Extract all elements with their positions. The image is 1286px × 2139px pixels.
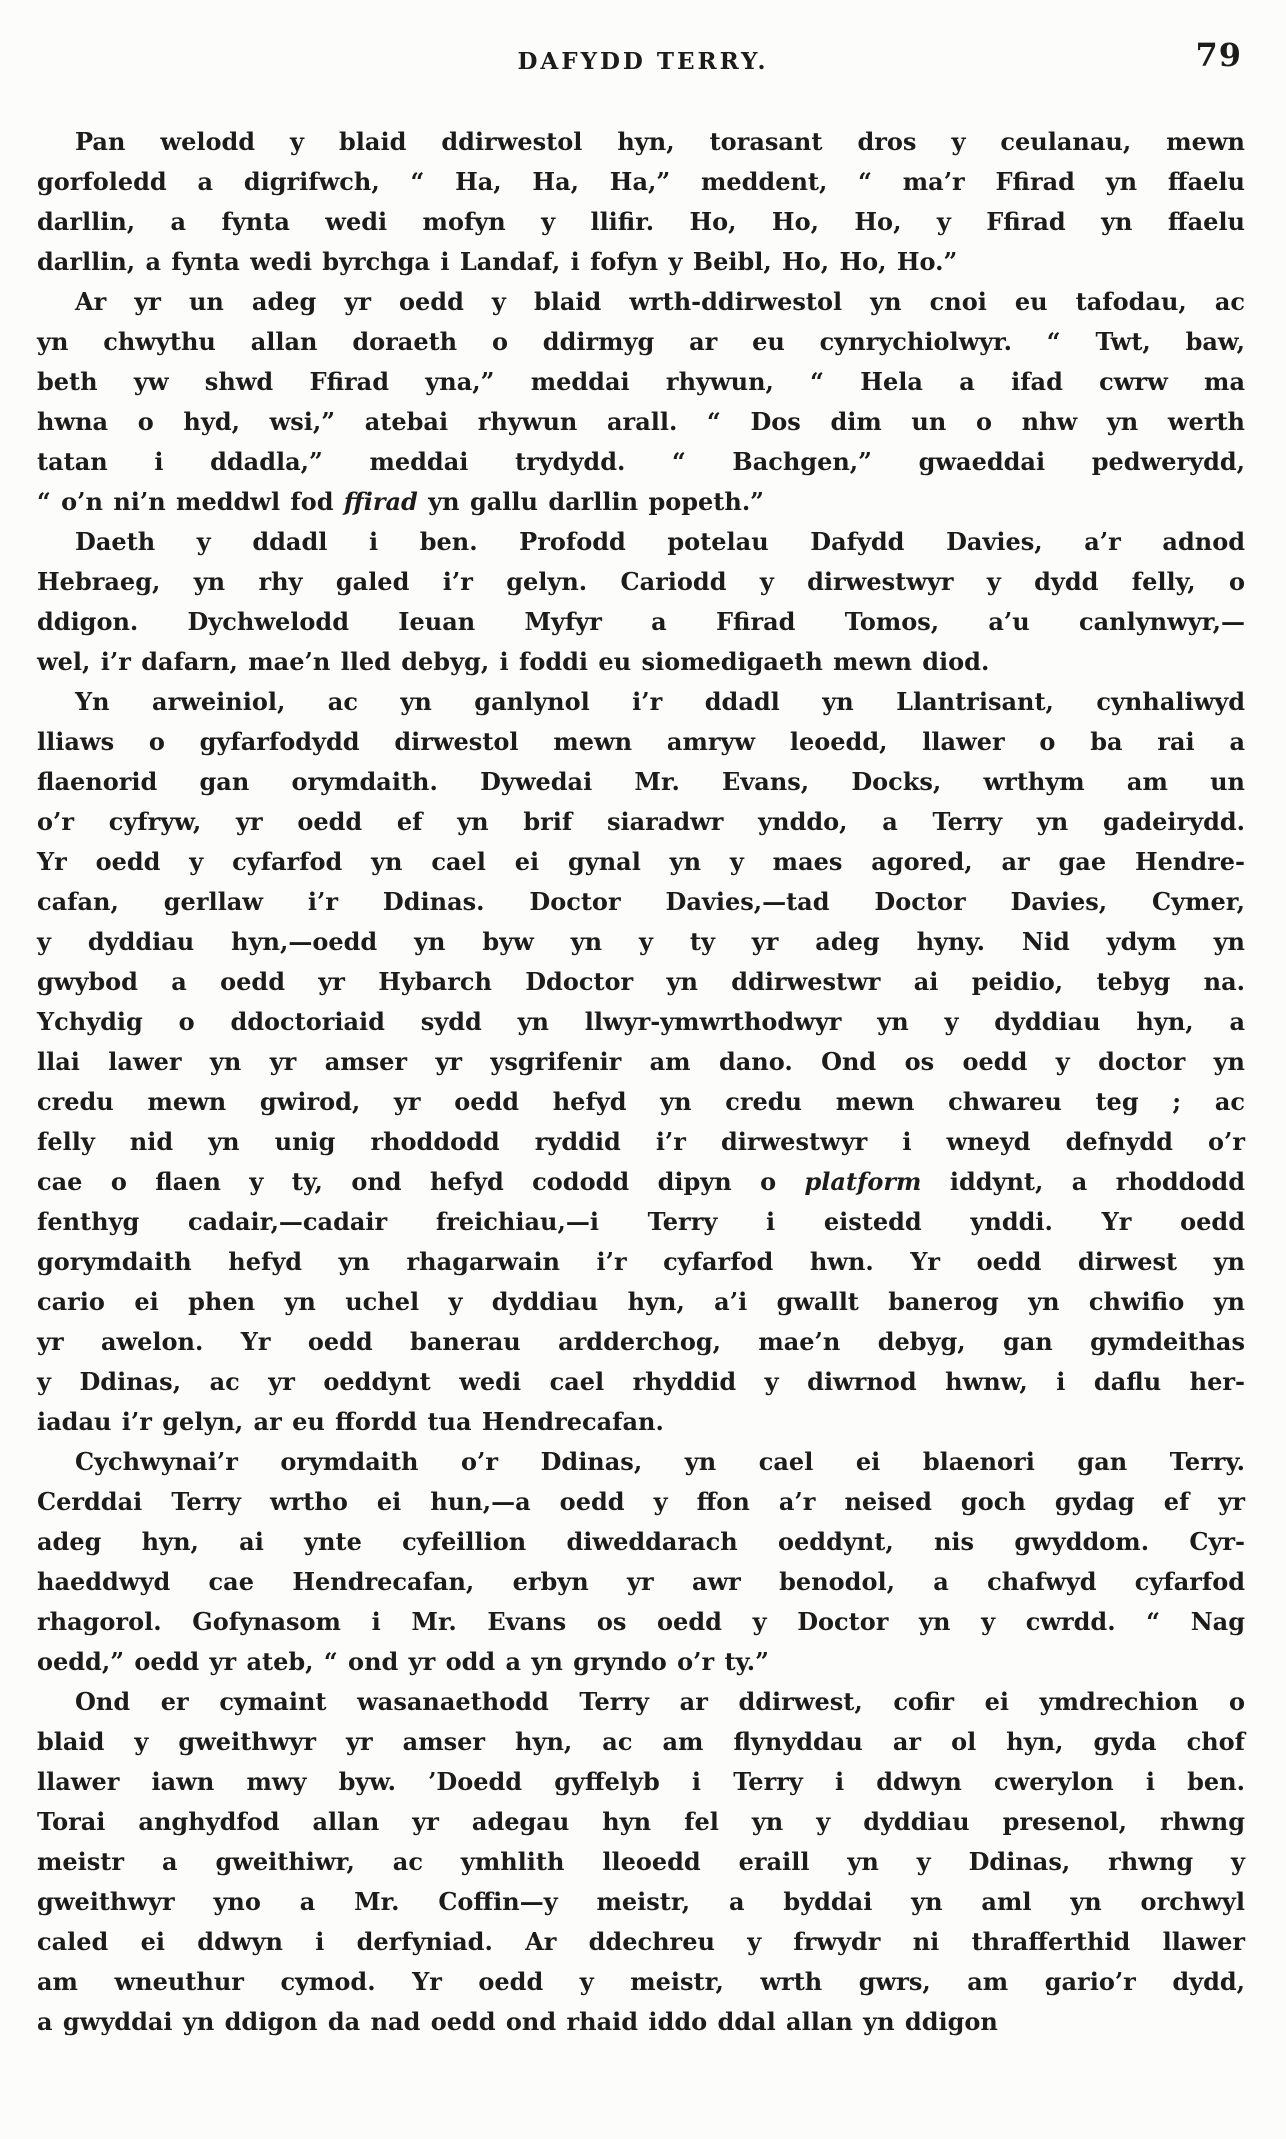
- text-line: darllin, a fynta wedi mofyn y llifir. Ho, Ho, Ho, y Ffirad yn ffaelu: [37, 207, 1245, 236]
- text-line: haeddwyd cae Hendrecafan, erbyn yr awr benodol, a chafwyd cyfarfod: [37, 1567, 1245, 1596]
- text-line: Torai anghydfod allan yr adegau hyn fel yn y dyddiau presenol, rhwng: [37, 1807, 1245, 1836]
- text-line: “ o’n ni’n meddwl fod ffirad yn gallu darllin popeth.”: [37, 487, 764, 516]
- text-line: gweithwyr yno a Mr. Coffin—y meistr, a byddai yn aml yn orchwyl: [37, 1887, 1245, 1916]
- text-line: Yr oedd y cyfarfod yn cael ei gynal yn y maes agored, ar gae Hendre-: [37, 847, 1245, 876]
- text-line: yn chwythu allan doraeth o ddirmyg ar eu cynrychiolwyr. “ Twt, baw,: [37, 327, 1245, 356]
- page-title: DAFYDD TERRY.: [517, 48, 769, 75]
- text-line: hwna o hyd, wsi,” atebai rhywun arall. “ Dos dim un o nhw yn werth: [37, 407, 1245, 436]
- text-line: Ar yr un adeg yr oedd y blaid wrth-ddirwestol yn cnoi eu tafodau, ac: [75, 287, 1245, 316]
- text-line: llawer iawn mwy byw. ’Doedd gyffelyb i Terry i ddwyn cwerylon i ben.: [37, 1767, 1245, 1796]
- text-line: a gwyddai yn ddigon da nad oedd ond rhaid iddo ddal allan yn ddigon: [37, 2007, 998, 2036]
- text-line: gwybod a oedd yr Hybarch Ddoctor yn ddirwestwr ai peidio, tebyg na.: [37, 967, 1245, 996]
- paragraph: [37, 1442, 1245, 1682]
- text-line: llai lawer yn yr amser yr ysgrifenir am dano. Ond os oedd y doctor yn: [37, 1047, 1245, 1076]
- text-line: fenthyg cadair,—cadair freichiau,—i Terry i eistedd ynddi. Yr oedd: [37, 1207, 1245, 1236]
- running-header: [0, 36, 1286, 84]
- text-line: yr awelon. Yr oedd banerau ardderchog, mae’n debyg, gan gymdeithas: [37, 1327, 1245, 1356]
- text-line: lliaws o gyfarfodydd dirwestol mewn amryw leoedd, llawer o ba rai a: [37, 727, 1245, 756]
- text-line: adeg hyn, ai ynte cyfeillion diweddarach oeddynt, nis gwyddom. Cyr-: [37, 1527, 1245, 1556]
- text-line: o’r cyfryw, yr oedd ef yn brif siaradwr ynddo, a Terry yn gadeirydd.: [37, 807, 1245, 836]
- text-line: Ychydig o ddoctoriaid sydd yn llwyr-ymwrthodwyr yn y dyddiau hyn, a: [37, 1007, 1245, 1036]
- paragraph: [37, 122, 1245, 282]
- text-line: flaenorid gan orymdaith. Dywedai Mr. Evans, Docks, wrthym am un: [37, 767, 1245, 796]
- paragraph: [37, 282, 1245, 522]
- text-line: Ond er cymaint wasanaethodd Terry ar ddirwest, cofir ei ymdrechion o: [75, 1687, 1245, 1716]
- text-line: Cychwynai’r orymdaith o’r Ddinas, yn cael ei blaenori gan Terry.: [75, 1447, 1245, 1476]
- text-line: cafan, gerllaw i’r Ddinas. Doctor Davies,—tad Doctor Davies, Cymer,: [37, 887, 1245, 916]
- paragraph: [37, 522, 1245, 682]
- paragraph: [37, 1682, 1245, 2042]
- text-line: blaid y gweithwyr yr amser hyn, ac am flynyddau ar ol hyn, gyda chof: [37, 1727, 1245, 1756]
- text-line: gorymdaith hefyd yn rhagarwain i’r cyfarfod hwn. Yr oedd dirwest yn: [37, 1247, 1245, 1276]
- text-line: Yn arweiniol, ac yn ganlynol i’r ddadl yn Llantrisant, cynhaliwyd: [75, 687, 1245, 716]
- text-line: darllin, a fynta wedi byrchga i Landaf, i fofyn y Beibl, Ho, Ho, Ho.”: [37, 247, 958, 276]
- text-line: cario ei phen yn uchel y dyddiau hyn, a’i gwallt banerog yn chwifio yn: [37, 1287, 1245, 1316]
- text-line: credu mewn gwirod, yr oedd hefyd yn credu mewn chwareu teg ; ac: [37, 1087, 1245, 1116]
- text-block: [37, 122, 1245, 2042]
- text-line: rhagorol. Gofynasom i Mr. Evans os oedd y Doctor yn y cwrdd. “ Nag: [37, 1607, 1245, 1636]
- paragraph: [37, 682, 1245, 1442]
- text-line: Daeth y ddadl i ben. Profodd potelau Dafydd Davies, a’r adnod: [75, 527, 1245, 556]
- text-line: y dyddiau hyn,—oedd yn byw yn y ty yr adeg hyny. Nid ydym yn: [37, 927, 1245, 956]
- text-line: Hebraeg, yn rhy galed i’r gelyn. Cariodd y dirwestwyr y dydd felly, o: [37, 567, 1245, 596]
- text-line: wel, i’r dafarn, mae’n lled debyg, i foddi eu siomedigaeth mewn diod.: [37, 647, 990, 676]
- text-line: Pan welodd y blaid ddirwestol hyn, torasant dros y ceulanau, mewn: [75, 127, 1245, 156]
- text-line: cae o flaen y ty, ond hefyd cododd dipyn o platform iddynt, a rhoddodd: [37, 1167, 1245, 1196]
- text-line: y Ddinas, ac yr oeddynt wedi cael rhyddid y diwrnod hwnw, i daflu her-: [37, 1367, 1245, 1396]
- text-line: caled ei ddwyn i derfyniad. Ar ddechreu y frwydr ni thrafferthid llawer: [37, 1927, 1245, 1956]
- text-line: gorfoledd a digrifwch, “ Ha, Ha, Ha,” meddent, “ ma’r Ffirad yn ffaelu: [37, 167, 1245, 196]
- text-line: oedd,” oedd yr ateb, “ ond yr odd a yn gryndo o’r ty.”: [37, 1647, 769, 1676]
- text-line: felly nid yn unig rhoddodd ryddid i’r dirwestwyr i wneyd defnydd o’r: [37, 1127, 1245, 1156]
- text-line: ddigon. Dychwelodd Ieuan Myfyr a Ffirad Tomos, a’u canlynwyr,—: [37, 607, 1245, 636]
- text-line: Cerddai Terry wrtho ei hun,—a oedd y ffon a’r neised goch gydag ef yr: [37, 1487, 1245, 1516]
- text-line: meistr a gweithiwr, ac ymhlith lleoedd eraill yn y Ddinas, rhwng y: [37, 1847, 1245, 1876]
- text-line: beth yw shwd Ffirad yna,” meddai rhywun, “ Hela a ifad cwrw ma: [37, 367, 1245, 396]
- text-line: tatan i ddadla,” meddai trydydd. “ Bachgen,” gwaeddai pedwerydd,: [37, 447, 1245, 476]
- page-number: 79: [1195, 36, 1242, 74]
- text-line: am wneuthur cymod. Yr oedd y meistr, wrth gwrs, am gario’r dydd,: [37, 1967, 1245, 1996]
- text-line: iadau i’r gelyn, ar eu ffordd tua Hendrecafan.: [37, 1407, 664, 1436]
